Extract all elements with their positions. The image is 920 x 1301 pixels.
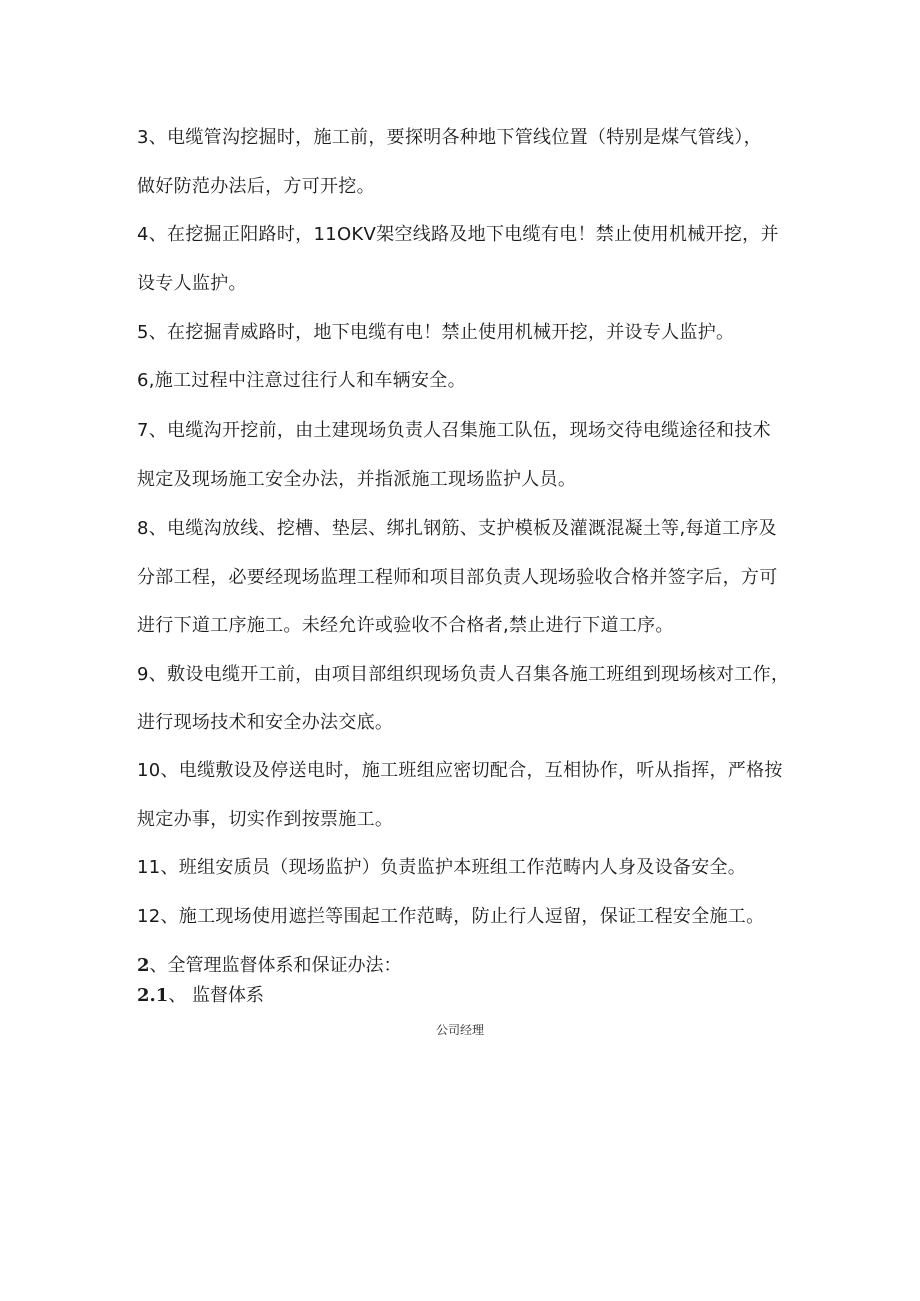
section-number: 2: [137, 955, 150, 976]
paragraph-9-line-1: 9、敷设电缆开工前，由项目部组织现场负责人召集各施工班组到现场核对工作，: [137, 664, 790, 685]
subsection-heading: [137, 985, 264, 1007]
paragraph-5-line-1: 5、在挖掘青威路时，地下电缆有电！禁止使用机械开挖，并设专人监护。: [137, 322, 735, 343]
paragraph-11-line-1: 11、班组安质员（现场监护）负责监护本班组工作范畴内人身及设备安全。: [137, 857, 747, 878]
paragraph-10-line-1: 10、电缆敷设及停送电时，施工班组应密切配合，互相协作，听从指挥，严格按: [137, 760, 783, 781]
paragraph-6-line-1: 6,施工过程中注意过往行人和车辆安全。: [137, 370, 466, 391]
paragraph-9-line-2: 进行现场技术和安全办法交底。: [137, 712, 394, 733]
paragraph-8-line-3: 进行下道工序施工。未经允许或验收不合格者,禁止进行下道工序。: [137, 615, 674, 636]
paragraph-7-line-2: 规定及现场施工安全办法，并指派施工现场监护人员。: [137, 469, 577, 490]
paragraph-3-line-2: 做好防范办法后，方可开挖。: [137, 176, 375, 197]
paragraph-4-line-2: 设专人监护。: [137, 273, 247, 294]
paragraph-8-line-1: 8、电缆沟放线、挖槽、垫层、绑扎钢筋、支护模板及灌溉混凝土等,每道工序及: [137, 518, 777, 539]
paragraph-8-line-2: 分部工程，必要经现场监理工程师和项目部负责人现场验收合格并签字后，方可: [137, 567, 778, 588]
paragraph-10-line-2: 规定办事，切实作到按票施工。: [137, 809, 394, 830]
subsection-title: 、 监督体系: [168, 985, 265, 1006]
paragraph-3-line-1: 3、电缆管沟挖掘时，施工前，要探明各种地下管线位置（特别是煤气管线），: [137, 127, 762, 148]
paragraph-4-line-1: 4、在挖掘正阳路时，11OKV架空线路及地下电缆有电！禁止使用机械开挖，并: [137, 224, 779, 245]
paragraph-7-line-1: 7、电缆沟开挖前，由土建现场负责人召集施工队伍，现场交待电缆途径和技术: [137, 420, 771, 441]
paragraph-12-line-1: 12、施工现场使用遮拦等围起工作范畴，防止行人逗留，保证工程安全施工。: [137, 906, 765, 927]
section-heading: [137, 955, 402, 977]
subsection-number: 2.1: [137, 985, 169, 1006]
org-chart-top-node: 公司经理: [435, 1023, 484, 1037]
section-title: 、全管理监督体系和保证办法：: [149, 955, 402, 976]
